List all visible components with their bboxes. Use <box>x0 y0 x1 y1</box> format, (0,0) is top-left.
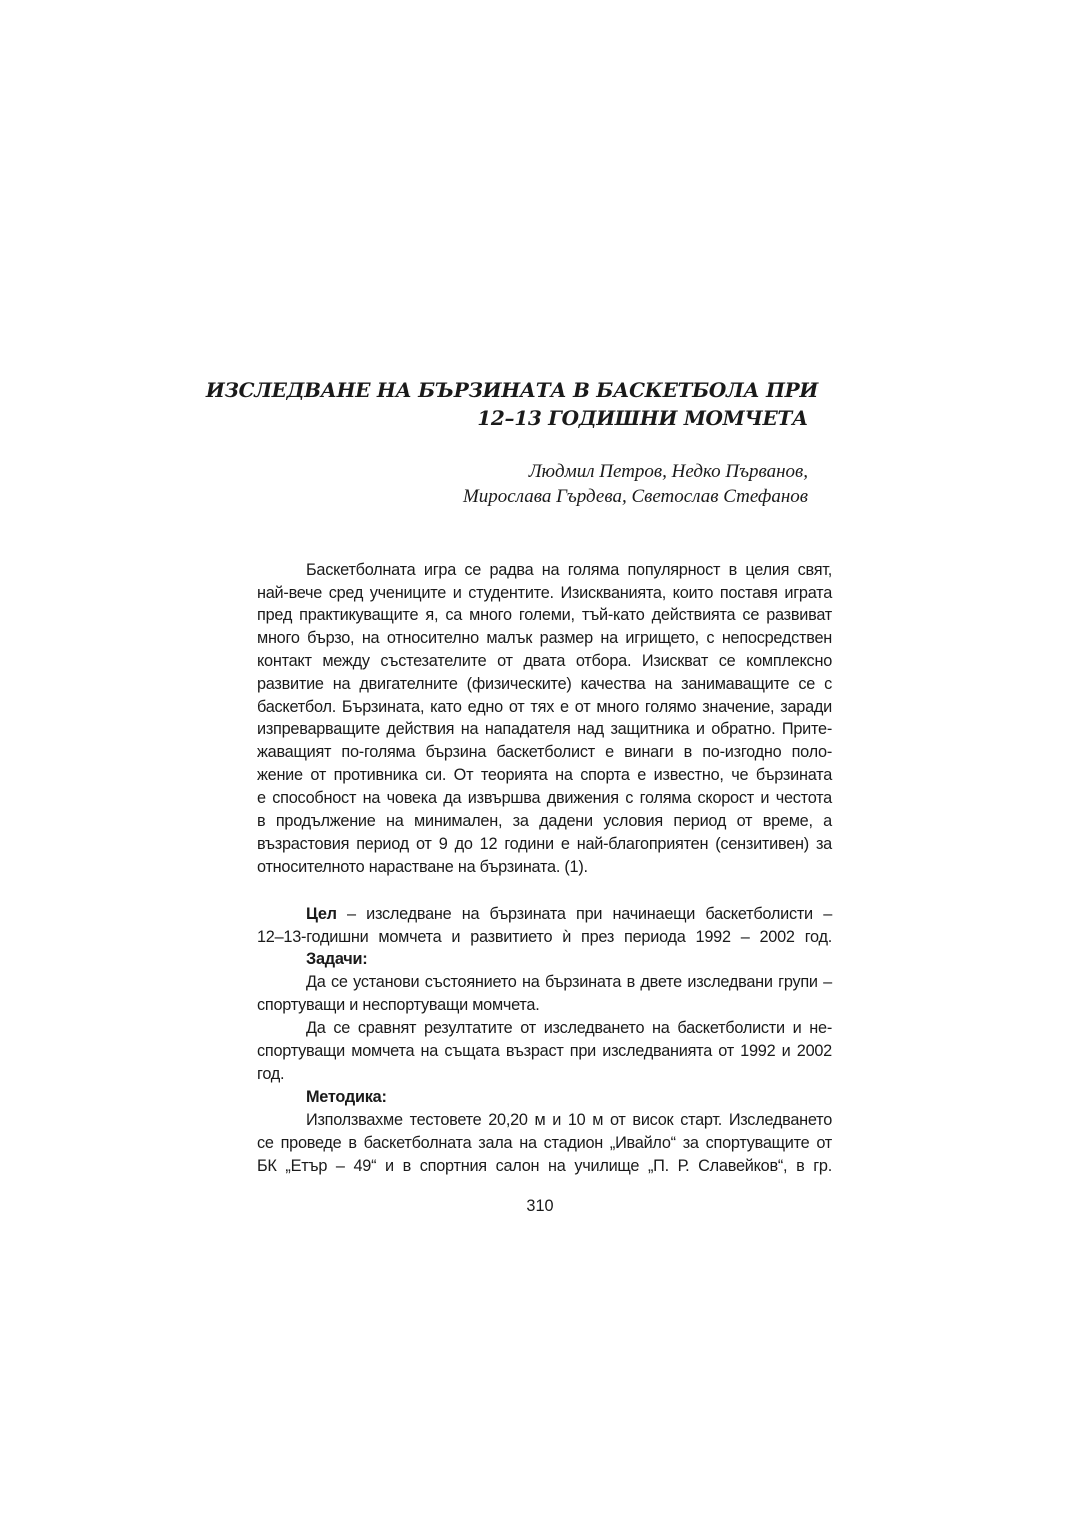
text-line: спортуващи и неспортуващи момчета. <box>257 996 540 1014</box>
text-line: баскетбол. Бързината, като едно от тях е от много голямо значение, заради <box>257 698 832 716</box>
text-line: Баскетболната игра се радва на голяма популярност в целия свят, <box>306 561 832 579</box>
text-line: контакт между състезателите от двата отбора. Изискват се комплексно <box>257 652 832 670</box>
method-heading: Методика: <box>306 1088 387 1106</box>
authors-line-2: Мирослава Гърдева, Светослав Стефанов <box>462 486 808 507</box>
goal-label: Цел <box>306 905 337 923</box>
goal-text: – изследване на бързината при начинаещи баскетболисти – <box>336 905 832 923</box>
title-line-1: ИЗСЛЕДВАНЕ НА БЪРЗИНАТА В БАСКЕТБОЛА ПРИ <box>205 378 818 402</box>
text-line: спортуващи момчета на същата възраст при изследванията от 1992 и 2002 <box>257 1042 832 1060</box>
text-line: възрастовия период от 9 до 12 години е най-благоприятен (сензитивен) за <box>257 835 832 853</box>
title-line-2: 12–13 ГОДИШНИ МОМЧЕТА <box>477 406 808 430</box>
text-line: жаващият по-голяма бързина баскетболист е винаги в по-изгодно поло- <box>257 743 832 761</box>
text-line: най-вече сред учениците и студентите. Изискванията, които поставя играта <box>257 584 832 602</box>
text-line: много бързо, на относително малък размер на игрището, с непосредствен <box>257 629 832 647</box>
goal-line-1 <box>306 903 832 925</box>
text-line: е способност на човека да извършва движения с голяма скорост и честота <box>257 789 832 807</box>
goal-line-2: 12–13-годишни момчета и развитието ѝ през периода 1992 – 2002 год. <box>257 928 832 946</box>
authors-line-1: Людмил Петров, Недко Първанов, <box>528 461 808 482</box>
text-line: Да се установи състоянието на бързината в двете изследвани групи – <box>306 973 832 991</box>
text-line: год. <box>257 1065 285 1083</box>
text-line: се проведе в баскетболната зала на стадион „Ивайло“ за спортуващите от <box>257 1134 832 1152</box>
text-line: жение от противника си. От теорията на спорта е известно, че бързината <box>257 766 832 784</box>
text-line: Да се сравнят резултатите от изследването на баскетболисти и не- <box>306 1019 832 1037</box>
text-line: в продължение на минимален, за дадени условия период от време, а <box>257 812 832 830</box>
text-line: относителното нарастване на бързината. (1). <box>257 858 588 876</box>
page-number: 310 <box>526 1197 554 1215</box>
text-line: Използвахме тестовете 20,20 м и 10 м от висок старт. Изследването <box>306 1111 832 1129</box>
tasks-heading: Задачи: <box>306 950 368 968</box>
text-line: БК „Етър – 49“ и в спортния салон на училище „П. Р. Славейков“, в гр. <box>257 1157 832 1175</box>
text-line: изпреварващите действия на нападателя над защитника и обратно. Прите- <box>257 720 832 738</box>
text-line: пред практикуващите я, са много големи, тъй-като действията се развиват <box>257 606 832 624</box>
text-line: развитие на двигателните (физическите) качества на занимаващите се с <box>257 675 832 693</box>
